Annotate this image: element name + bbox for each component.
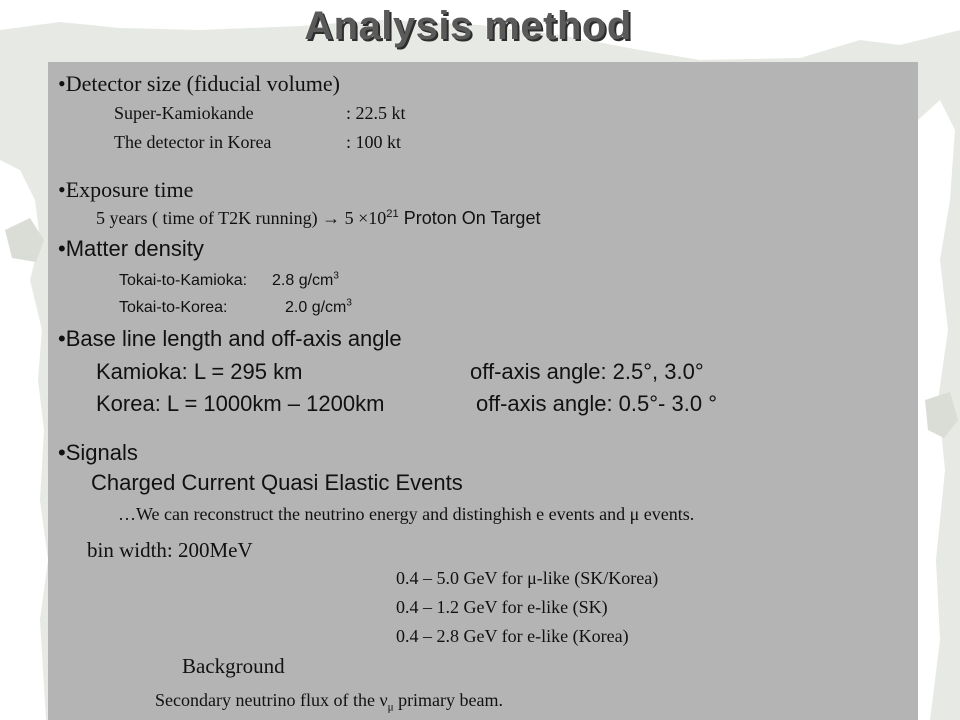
energy-range: 0.4 – 5.0 GeV for μ-like (SK/Korea) [396,568,659,588]
baseline-site: Korea: L = 1000km – 1200km [96,391,385,416]
exposure-exponent: 21 [386,208,399,220]
detector-row-value: : 22.5 kt [346,103,406,123]
baseline-angle: off-axis angle: 2.5°, 3.0° [470,359,704,384]
bullet: • [58,236,66,261]
matter-heading-text: Matter density [65,236,204,261]
detector-row-value: : 100 kt [346,132,402,152]
bin-width: bin width: 200MeV [87,538,253,562]
exposure-heading-text: Exposure time [65,177,194,202]
exposure-suffix: Proton On Target [398,208,541,228]
bullet: • [58,71,66,96]
bullet: • [58,177,66,202]
detector-heading [58,71,340,97]
matter-row-label: Tokai-to-Korea: [119,299,228,316]
signals-heading-text: Signals [65,440,138,465]
signals-subheading: Charged Current Quasi Elastic Events [91,470,463,495]
detector-heading-text: Detector size (fiducial volume) [65,71,340,96]
detector-row-name: The detector in Korea [114,132,272,152]
background-line [155,690,504,714]
background-subscript: μ [387,701,394,714]
bullet: • [58,326,66,351]
background-heading: Background [182,654,285,678]
energy-range: 0.4 – 2.8 GeV for e-like (Korea) [396,626,629,646]
exposure-heading [58,177,193,203]
signals-heading [58,440,138,466]
baseline-heading [58,326,402,352]
matter-row-label: Tokai-to-Kamioka: [119,272,248,289]
matter-value: 2.0 g/cm [285,299,347,316]
slide-title: Analysis method [304,4,632,48]
background-prefix: Secondary neutrino flux of the ν [155,690,388,710]
baseline-angle: off-axis angle: 0.5°- 3.0 ° [476,391,717,416]
matter-exp: 3 [333,270,339,282]
matter-row-value [272,272,339,290]
exposure-line [96,208,540,229]
energy-range: 0.4 – 1.2 GeV for e-like (SK) [396,597,608,617]
detector-row-name: Super-Kamiokande [114,103,254,123]
baseline-heading-text: Base line length and off-axis angle [65,326,402,351]
bullet: • [58,440,66,465]
baseline-site: Kamioka: L = 295 km [96,359,303,384]
matter-value: 2.8 g/cm [272,272,334,289]
exposure-prefix: 5 years ( time of T2K running) → 5 ×10 [96,208,387,228]
matter-row-value [285,299,352,317]
matter-exp: 3 [346,297,352,309]
background-suffix: primary beam. [393,690,504,710]
matter-heading [58,236,204,262]
signals-note: …We can reconstruct the neutrino energy and distinghish e events and μ events. [118,504,695,524]
